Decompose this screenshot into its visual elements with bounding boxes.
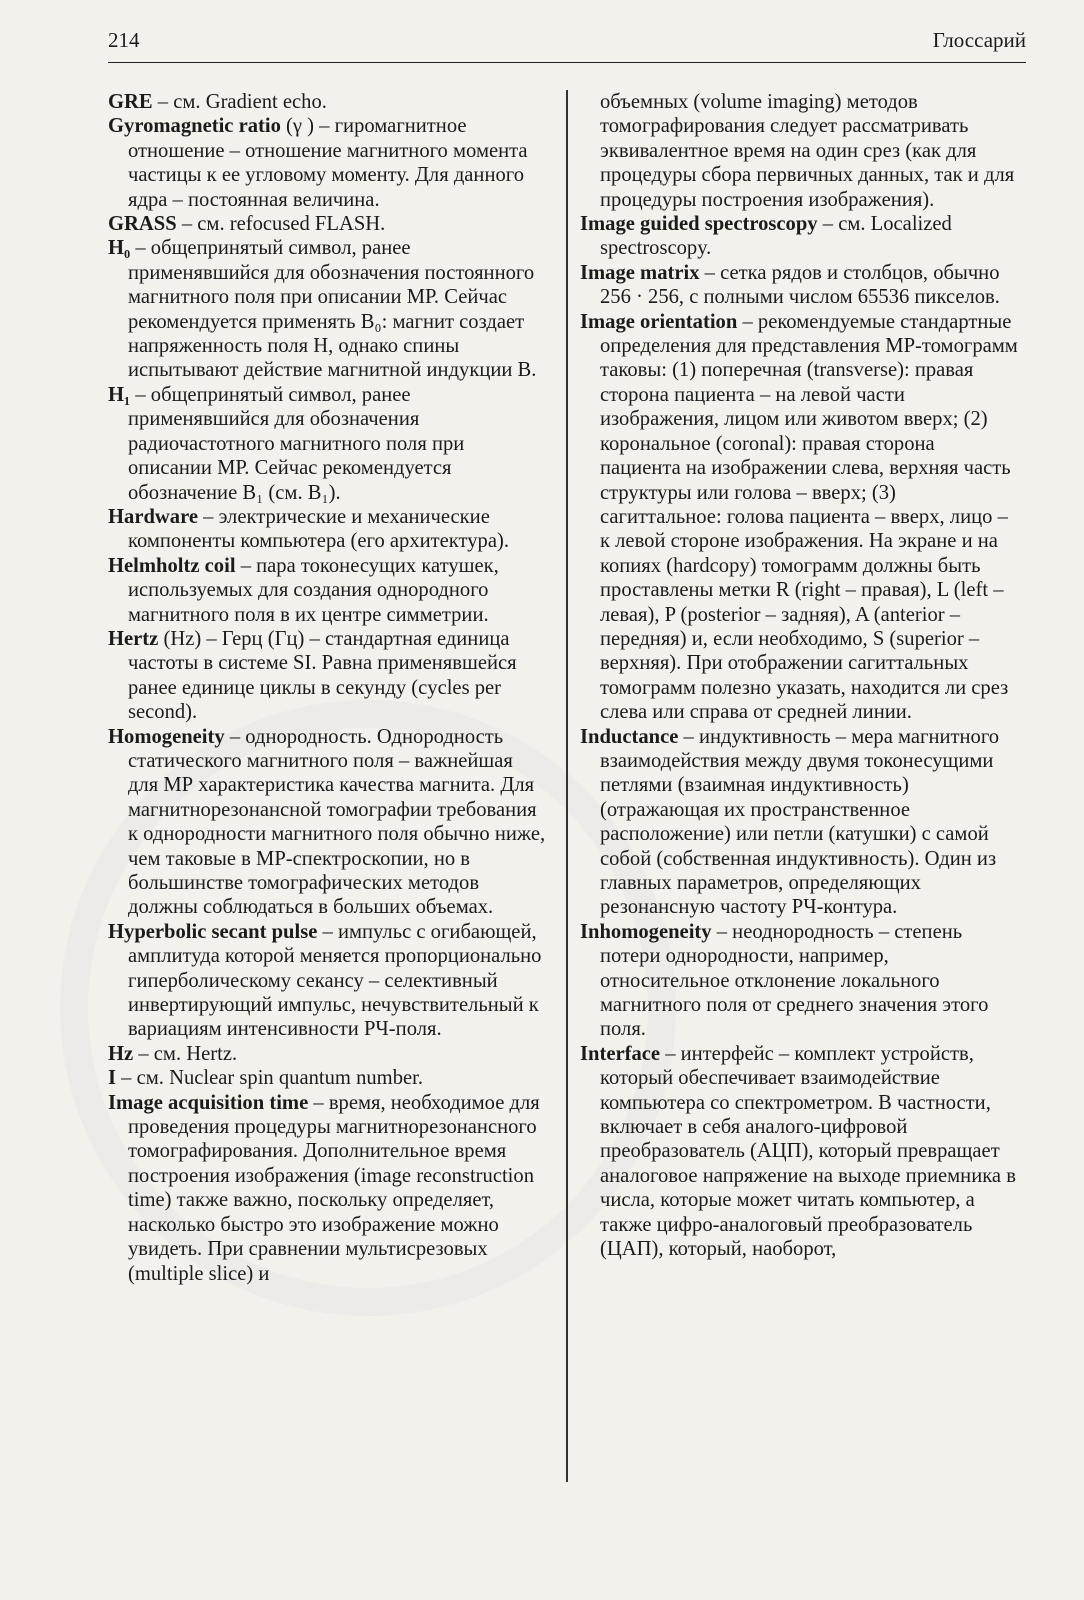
glossary-entry xyxy=(108,236,548,382)
glossary-entry xyxy=(108,212,548,236)
glossary-definition: – индуктивность – мера магнитного взаимодействия между двумя токонесущими петлями (взаимная индуктивность) (отражающая их пространственное расположение) или петли (катушки) с самой собой (собственная индуктивность). Один из главных параметров, определяющих резонансную частоту РЧ-контура. xyxy=(600,725,1000,919)
glossary-term: GRE xyxy=(108,91,153,113)
glossary-entry xyxy=(108,1091,548,1286)
glossary-entry xyxy=(108,90,548,114)
glossary-definition: – см. Localized spectroscopy. xyxy=(600,213,952,260)
glossary-definition: – неоднородность – степень потери однородности, например, относительное отклонение локального магнитного поля от среднего значения этого поля. xyxy=(600,920,989,1041)
glossary-entry xyxy=(580,1042,1020,1262)
glossary-term: Image acquisition time xyxy=(108,1091,309,1114)
glossary-term: GRASS xyxy=(108,213,177,236)
glossary-entry xyxy=(108,1042,548,1066)
glossary-definition: – сетка рядов и столбцов, обычно 256 · 256, с полными числом 65536 пикселов. xyxy=(600,261,1000,309)
glossary-entry xyxy=(580,310,1020,725)
glossary-definition: – см. refocused FLASH. xyxy=(176,213,386,236)
glossary-definition: – рекомендуемые стандартные определения для представления МР-томограмм таковы: (1) поперечная (transverse): правая сторона пациента – на левой части изображения, лицом или животом вверх; (2) корональное (coronal): правая сторона пациента на изображении слева, верхняя часть структуры или голова – вверх; (3) сагиттальное: голова пациента – вверх, лицо – к левой стороне изображения. На экране и на копиях (hardcopy) томограмм должны быть проставлены метки R (right – правая), L (left – левая), P (posterior – задняя), A (anterior – передняя) и, если необходимо, S (superior – верхняя). При отображении сагиттальных томограмм полезно указать, находится ли срез слева или справа от средней линии. xyxy=(600,310,1018,724)
glossary-term: Interface xyxy=(580,1042,661,1065)
glossary-definition: – время, необходимое для проведения процедуры магнитнорезонансного томографирования. Дополнительное время построения изображения (image reconstruction time) также важно, поскольку определяет, насколько быстро это изображение можно увидеть. При сравнении мультисрезовых (multiple slice) и xyxy=(128,1091,540,1285)
glossary-term: Image guided spectroscopy xyxy=(580,213,818,236)
glossary-entry xyxy=(580,725,1020,920)
glossary-term: Gyromagnetic ratio xyxy=(108,115,281,138)
page-number: 214 xyxy=(108,28,140,52)
glossary-term: Hertz xyxy=(108,627,159,650)
glossary-entry xyxy=(108,725,548,920)
glossary-term: Homogeneity xyxy=(108,725,225,748)
glossary-term: Hyperbolic secant pulse xyxy=(108,920,318,943)
glossary-definition: объемных (volume imaging) методов томографирования следует рассматривать эквивалентное время на один срез (как для процедуры сбора первичных данных, так и для процедуры построения изображения). xyxy=(600,91,1015,211)
glossary-term: Image matrix xyxy=(580,261,700,284)
glossary-entry xyxy=(580,90,1020,212)
glossary-entry xyxy=(108,920,548,1042)
glossary-definition: – импульс с огибающей, амплитуда которой меняется пропорционально гиперболическому секансу – селективный инвертирующий импульс, нечувствительный к вариациям интенсивности РЧ-поля. xyxy=(128,920,542,1041)
glossary-entry xyxy=(108,114,548,212)
glossary-term: Hardware xyxy=(108,505,198,528)
glossary-term: I xyxy=(108,1067,117,1090)
glossary-entry xyxy=(108,554,548,627)
section-title: Глоссарий xyxy=(932,28,1026,52)
column-divider xyxy=(566,90,568,1482)
glossary-definition: (Hz) – Герц (Гц) – стандартная единица частоты в системе SI. Равна применявшейся ранее единице циклы в секунду (cycles per second). xyxy=(128,627,517,724)
glossary-right-column xyxy=(580,90,1020,1262)
glossary-entry xyxy=(580,261,1020,310)
glossary-term: H₁ xyxy=(108,383,131,406)
glossary-entry xyxy=(108,383,548,505)
glossary-definition: – см. Nuclear spin quantum number. xyxy=(116,1067,424,1090)
glossary-term: Helmholtz coil xyxy=(108,554,236,577)
glossary-left-column xyxy=(108,90,548,1286)
glossary-term: Inhomogeneity xyxy=(580,920,712,943)
glossary-definition: – электрические и механические компоненты компьютера (его архитектура). xyxy=(128,505,510,553)
glossary-term: Image orientation xyxy=(580,310,738,333)
glossary-definition: – пара токонесущих катушек, используемых для создания однородного магнитного поля в их центре симметрии. xyxy=(128,554,499,626)
glossary-term: Inductance xyxy=(580,725,679,748)
glossary-definition: – см. Gradient echo. xyxy=(152,91,327,113)
running-header xyxy=(108,22,1026,63)
glossary-entry xyxy=(108,505,548,554)
glossary-entry xyxy=(108,1066,548,1090)
glossary-definition: – общепринятый символ, ранее применявшийся для обозначения радиочастотного магнитного поля при описании МР. Сейчас рекомендуется обозначение B₁ (см. B₁). xyxy=(128,383,465,504)
glossary-definition: – см. Hertz. xyxy=(133,1042,238,1065)
glossary-definition: – общепринятый символ, ранее применявшийся для обозначения постоянного магнитного поля при описании МР. Сейчас рекомендуется применять B₀: магнит создает напряженность поля H, однако спины испытывают действие магнитной индукции B. xyxy=(128,237,537,382)
glossary-entry xyxy=(108,627,548,725)
glossary-entry xyxy=(580,212,1020,261)
glossary-term: H₀ xyxy=(108,237,131,260)
glossary-term: Hz xyxy=(108,1042,134,1065)
glossary-entry xyxy=(580,920,1020,1042)
glossary-definition: (γ ) – гиромагнитное отношение – отношение магнитного момента частицы к ее угловому моменту. Для данного ядра – постоянная величина. xyxy=(128,115,528,211)
glossary-definition: – интерфейс – комплект устройств, который обеспечивает взаимодействие компьютера со спектрометром. В частности, включает в себя аналого-цифровой преобразователь (АЦП), который превращает аналоговое напряжение на выходе приемника в числа, которые может читать компьютер, а также цифро-аналоговый преобразователь (ЦАП), который, наоборот, xyxy=(600,1042,1016,1261)
glossary-definition: – однородность. Однородность статического магнитного поля – важнейшая для МР характеристика качества магнита. Для магнитнорезонансной томографии требования к однородности магнитного поля обычно ниже, чем таковые в МР-спектроскопии, но в большинстве томографических методов должны соблюдаться в больших объемах. xyxy=(128,725,546,919)
